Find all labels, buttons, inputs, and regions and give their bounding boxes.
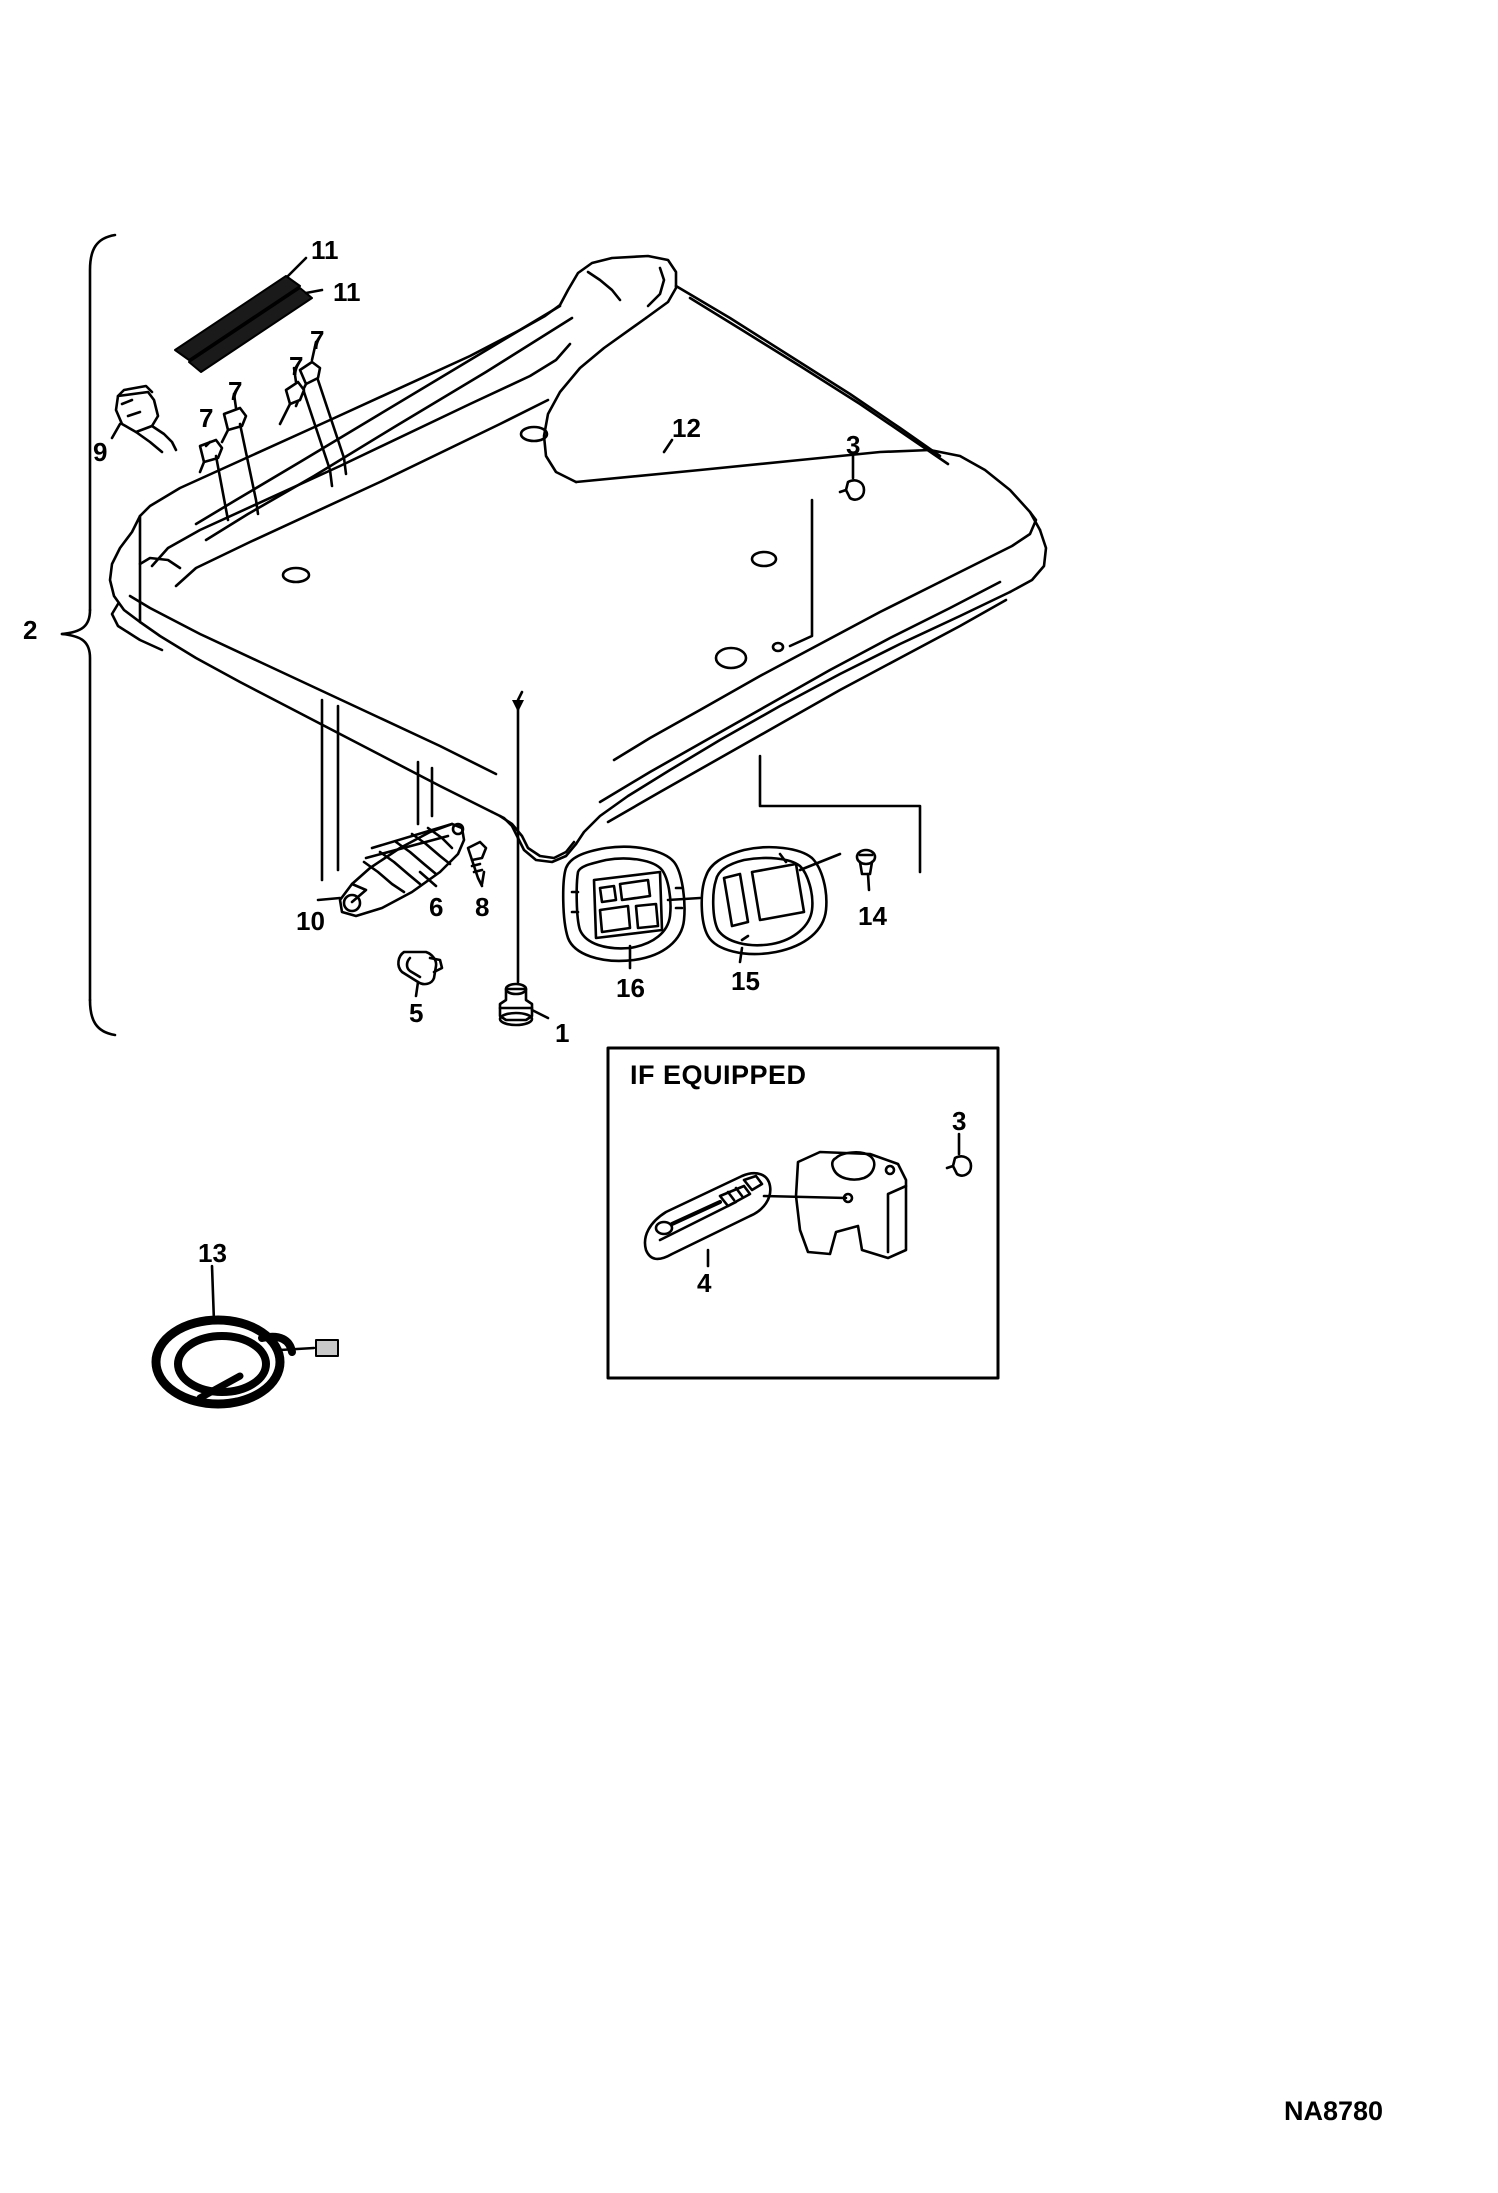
callout-9: 9 — [93, 437, 108, 467]
callout-7b: 7 — [289, 351, 304, 381]
leader-12 — [664, 440, 672, 452]
leader-9 — [112, 424, 120, 438]
inset-panel-title: IF EQUIPPED — [630, 1060, 807, 1090]
leader-11a — [288, 258, 306, 276]
part-9-lamp — [116, 386, 176, 452]
bracket-item-2 — [62, 235, 115, 1035]
callout-7c: 7 — [228, 376, 243, 406]
callout-10: 10 — [296, 906, 325, 936]
part-15-lens — [702, 847, 827, 954]
callout-11b: 11 — [333, 277, 361, 307]
leader-3-to-roof — [790, 500, 812, 646]
callout-8: 8 — [475, 892, 490, 922]
callout-5: 5 — [409, 998, 424, 1028]
part-3-plug — [840, 480, 864, 499]
drawing-number: NA8780 — [1284, 2096, 1384, 2126]
leader-16-lead — [668, 898, 700, 900]
leader-1 — [532, 1010, 548, 1018]
part-6-step — [340, 824, 464, 916]
callout-6: 6 — [429, 892, 444, 922]
callout-16: 16 — [616, 973, 645, 1003]
arrow-1 — [512, 700, 524, 712]
callout-3-inset: 3 — [952, 1106, 967, 1136]
callout-14: 14 — [858, 901, 887, 931]
callout-3: 3 — [846, 430, 861, 460]
callout-13: 13 — [198, 1238, 227, 1268]
part-14-screw — [857, 850, 875, 874]
post-7c — [240, 424, 258, 514]
leader-5 — [416, 982, 418, 996]
leader-10 — [318, 898, 340, 900]
part-16-light-base — [563, 847, 684, 961]
part-1-grommet — [500, 984, 532, 1025]
canopy-roof — [110, 256, 1046, 862]
callout-7d: 7 — [199, 403, 214, 433]
callout-11a: 11 — [311, 235, 339, 265]
callout-15: 15 — [731, 966, 760, 996]
leader-8 — [482, 872, 484, 884]
leader-14 — [868, 874, 869, 890]
roof-holes — [283, 427, 783, 668]
callout-12: 12 — [672, 413, 701, 443]
leader-15 — [740, 948, 742, 962]
leader-13 — [212, 1266, 214, 1322]
callout-4: 4 — [697, 1268, 712, 1298]
part-5-clamp — [398, 952, 442, 984]
callout-1: 1 — [555, 1018, 570, 1048]
leader-11b — [306, 290, 322, 293]
callout-7a: 7 — [310, 325, 325, 355]
callout-2: 2 — [23, 615, 38, 645]
part-13-hose — [156, 1320, 338, 1404]
